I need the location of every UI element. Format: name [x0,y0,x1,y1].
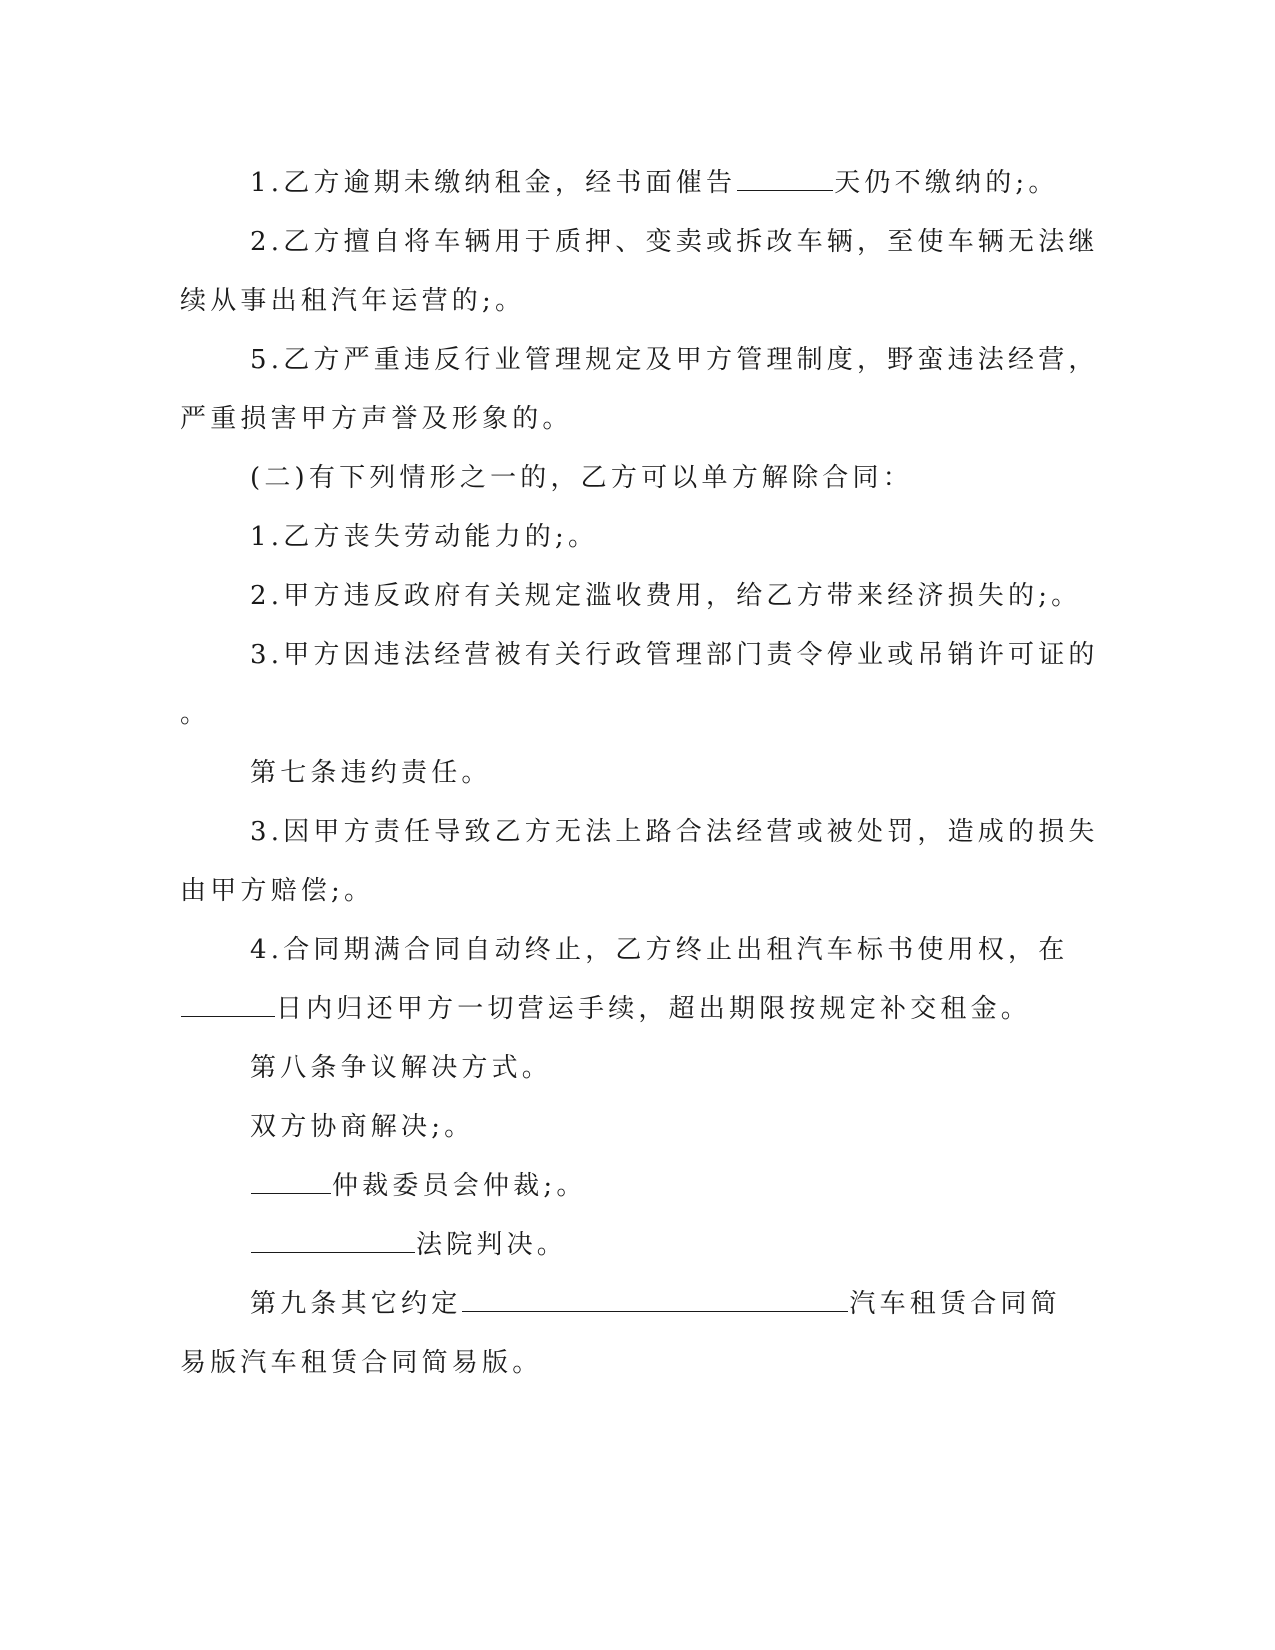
text-segment: 3.因甲方责任导致乙方无法上路合法经营或被处罚，造成的损失 [250,817,1099,847]
text-line [250,165,1059,201]
text-line [250,932,1068,968]
text-segment: 汽车租赁合同简 [849,1289,1061,1319]
text-line [250,519,598,555]
fill-in-blank [251,1169,331,1194]
text-line [250,460,913,496]
text-line [180,696,210,732]
text-segment: 法院判决。 [416,1230,568,1260]
text-segment: 天仍不缴纳的;。 [834,168,1059,198]
text-line [250,814,1099,850]
text-line [180,401,573,437]
text-segment: 2.乙方擅自将车辆用于质押、变卖或拆改车辆，至使车辆无法继 [250,227,1099,257]
text-segment: 第七条违约责任。 [250,758,492,788]
text-segment: 双方协商解决;。 [250,1112,475,1142]
text-line [250,1109,474,1145]
text-segment: 续从事出租汽年运营的;。 [180,286,526,316]
section-heading [250,755,492,791]
text-segment: 日内归还甲方一切营运手续，超出期限按规定补交租金。 [276,994,1032,1024]
text-segment: 4.合同期满合同自动终止，乙方终止出租汽车标书使用权，在 [250,935,1069,965]
fill-in-blank [737,166,833,191]
text-segment: 仲裁委员会仲裁;。 [332,1171,587,1201]
text-segment: 第九条其它约定 [250,1289,462,1319]
text-line [180,991,1031,1027]
text-line [250,578,1081,614]
text-line [250,342,1099,378]
text-segment: 由甲方赔偿;。 [180,876,375,906]
fill-in-blank [462,1287,848,1312]
text-segment: 5.乙方严重违反行业管理规定及甲方管理制度，野蛮违法经营， [250,345,1099,375]
section-heading [250,1050,552,1086]
text-segment: 严重损害甲方声誉及形象的。 [180,404,573,434]
text-line [250,637,1099,673]
fill-in-blank [181,992,275,1017]
text-segment: 2.甲方违反政府有关规定滥收费用，给乙方带来经济损失的;。 [250,581,1082,611]
fill-in-blank [251,1228,415,1253]
text-segment: 1.乙方丧失劳动能力的;。 [250,522,599,552]
text-line [180,873,374,909]
text-line [180,283,525,319]
text-line [250,1168,587,1204]
text-segment: 。 [180,699,211,729]
text-segment: 1.乙方逾期未缴纳租金，经书面催告 [250,168,737,198]
text-line [250,224,1099,260]
text-segment: 第八条争议解决方式。 [250,1053,553,1083]
text-segment: 易版汽车租赁合同简易版。 [180,1348,543,1378]
text-line [180,1345,542,1381]
section-heading [250,1286,1061,1322]
text-segment: (二)有下列情形之一的，乙方可以单方解除合同： [250,463,913,493]
text-segment: 3.甲方因违法经营被有关行政管理部门责令停业或吊销许可证的 [250,640,1099,670]
text-line [250,1227,567,1263]
